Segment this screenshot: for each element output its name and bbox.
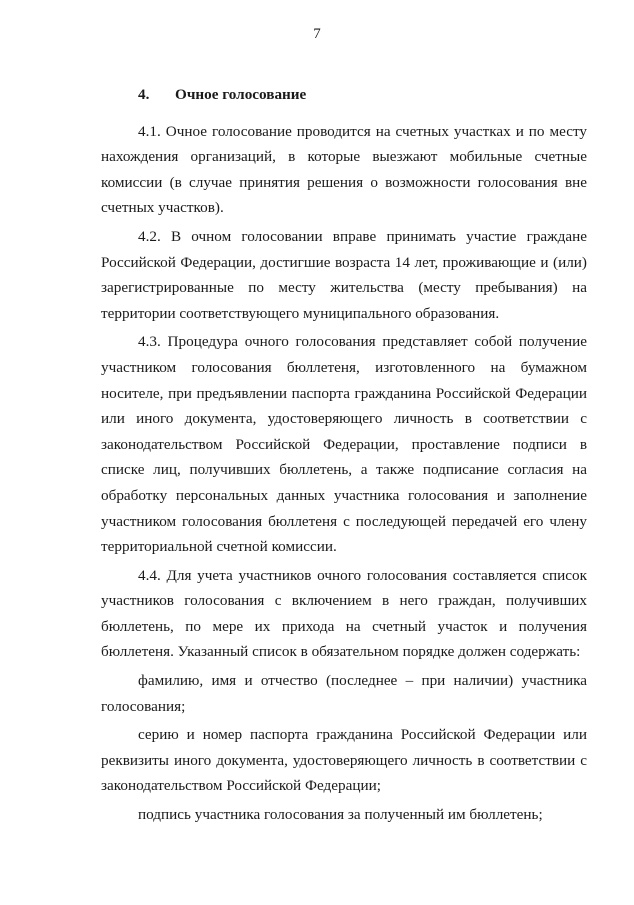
document-body — [101, 82, 587, 831]
section-number: 4. — [138, 86, 150, 103]
list-item-signature: подпись участника голосования за полученный им бюллетень; — [138, 806, 543, 824]
section-title: Очное голосование — [175, 86, 307, 103]
list-item-full-name: фамилию, имя и отчество (последнее – при наличии) участника голосования; — [101, 672, 587, 715]
paragraph-4-1: 4.1. Очное голосование проводится на счетных участках и по месту нахождения организаций, в которые выезжают мобильные счетные комиссии (в случае принятия решения о возможности голосования вне счетных участков). — [101, 122, 587, 217]
paragraph-4-2: 4.2. В очном голосовании вправе принимать участие граждане Российской Федерации, достигшие возраста 14 лет, проживающие и (или) зарегистрированные по месту жительства (месту пребывания) на территории соответствующего муниципального образования. — [101, 227, 587, 322]
list-item-passport: серию и номер паспорта гражданина Российской Федерации или реквизиты иного документа, удостоверяющего личность в соответствии с законодательством Российской Федерации; — [101, 726, 587, 795]
page-number: 7 — [313, 26, 321, 42]
paragraph-4-3: 4.3. Процедура очного голосования представляет собой получение участником голосования бюллетеня, изготовленного на бумажном носителе, при предъявлении паспорта гражданина Российской Федерации или иного документа, удостоверяющего личность в соответствии с законодательством Российской Федерации, проставление подписи в списке лиц, получивших бюллетень, а также подписание согласия на обработку персональных данных участника голосования и заполнение участником голосования бюллетеня с последующей передачей его члену территориальной счетной комиссии. — [101, 333, 587, 556]
paragraph-4-4: 4.4. Для учета участников очного голосования составляется список участников голосования с включением в него граждан, получивших бюллетень, по мере их прихода на счетный участок и получения бюллетеня. Указанный список в обязательном порядке должен содержать: — [101, 566, 587, 661]
section-heading — [101, 82, 587, 108]
